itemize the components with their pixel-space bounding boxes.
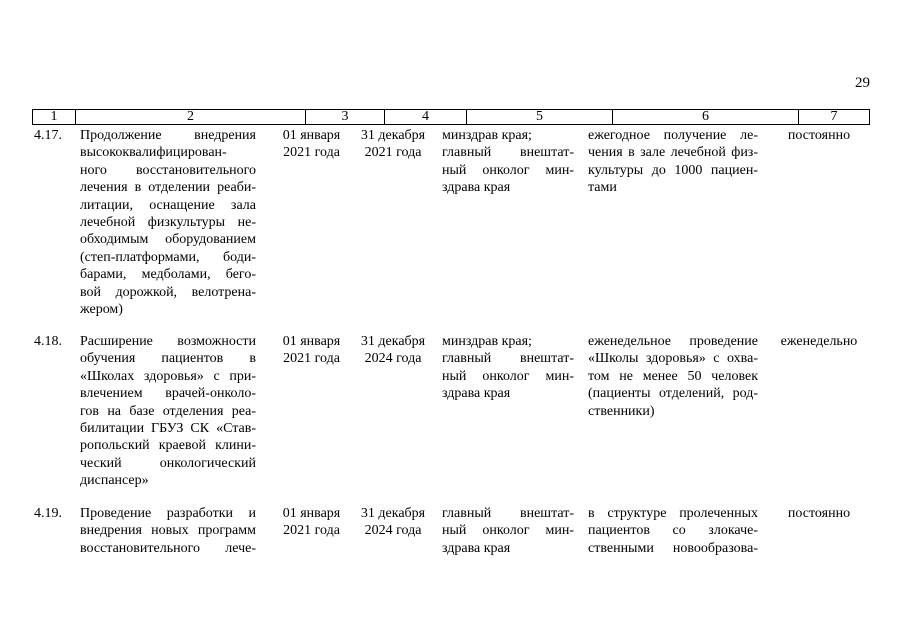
end-date-line: 2021 года: [364, 145, 422, 161]
result-line: культуры до 1000 пациен-: [588, 162, 758, 178]
header-col-6: 6: [612, 110, 798, 124]
description-line: внедрения новых программ: [80, 523, 256, 539]
end-date: [353, 333, 433, 368]
description-line: барами, медболами, бего-: [80, 267, 256, 283]
end-date-line: 31 декабря: [360, 506, 426, 521]
row-number: 4.19.: [34, 506, 62, 521]
start-date: [272, 127, 351, 162]
end-date: [353, 505, 433, 540]
start-date: [272, 505, 351, 540]
responsible: [442, 333, 574, 403]
responsible: [442, 505, 574, 557]
description-line: ного восстановительного: [80, 162, 256, 178]
responsible-line: ный онколог мин-: [442, 368, 574, 384]
responsible-line: главный внештат-: [442, 506, 574, 521]
result-line: ственными новообразова-: [588, 540, 758, 556]
table-header: [32, 109, 870, 125]
responsible-line: главный внештат-: [442, 145, 574, 161]
result-line: ежегодное получение ле-: [588, 128, 758, 143]
result-line: в структуре пролеченных: [588, 506, 758, 521]
result-line: еженедельное проведение: [588, 334, 758, 349]
result-line: «Школы здоровья» с охва-: [588, 351, 758, 367]
responsible-line: здрава края: [442, 180, 511, 196]
description-line: лечебной физкультуры не-: [80, 215, 256, 231]
header-col-3: 3: [305, 110, 384, 124]
expected-result: [588, 127, 758, 197]
responsible-line: ный онколог мин-: [442, 162, 574, 178]
expected-result: [588, 505, 758, 557]
header-col-4: 4: [384, 110, 466, 124]
header-col-2: 2: [75, 110, 305, 124]
responsible-line: минздрав края;: [442, 334, 532, 349]
start-date-line: 2021 года: [283, 351, 340, 367]
description-line: гов на базе отделения реа-: [80, 403, 256, 419]
end-date: [353, 127, 433, 162]
description-line: «Школах здоровья» с при-: [80, 368, 256, 384]
description-line: Расширение возможности: [80, 334, 256, 349]
responsible-line: ный онколог мин-: [442, 523, 574, 539]
periodicity: постоянно: [787, 128, 851, 143]
responsible-line: здрава края: [442, 540, 511, 556]
periodicity: постоянно: [787, 506, 851, 521]
description-line: диспансер»: [80, 473, 149, 489]
responsible-line: главный внештат-: [442, 351, 574, 367]
row-number: 4.17.: [34, 128, 62, 143]
periodicity: еженедельно: [780, 334, 858, 349]
description-line: жером): [80, 302, 123, 318]
end-date-line: 31 декабря: [360, 128, 426, 143]
expected-result: [588, 333, 758, 420]
description-line: Проведение разработки и: [80, 506, 256, 521]
responsible-line: минздрав края;: [442, 128, 532, 143]
start-date-line: 01 января: [282, 128, 341, 143]
result-line: том не менее 50 человек: [588, 368, 758, 384]
description-line: высококвалифицирован-: [80, 145, 227, 161]
description-line: (степ-платформами, боди-: [80, 249, 256, 265]
description-line: билитации ГБУЗ СК «Став-: [80, 421, 256, 437]
responsible-line: здрава края: [442, 386, 511, 402]
result-line: чения в зале лечебной физ-: [588, 145, 758, 161]
header-col-7: 7: [798, 110, 869, 124]
end-date-line: 2024 года: [364, 351, 422, 367]
description-line: литации, оснащение зала: [80, 197, 256, 213]
header-col-5: 5: [466, 110, 612, 124]
description-line: лечения в отделении реаби-: [80, 180, 256, 196]
description-line: ропольский краевой клини-: [80, 438, 256, 454]
start-date-line: 2021 года: [283, 145, 340, 161]
description-line: ческий онкологический: [80, 455, 256, 471]
end-date-line: 31 декабря: [360, 334, 426, 349]
measure-description: [80, 505, 256, 557]
description-line: обходимым оборудованием: [80, 232, 256, 248]
page-number: 29: [855, 75, 870, 91]
start-date-line: 01 января: [282, 334, 341, 349]
result-line: (пациенты отделений, род-: [588, 386, 758, 402]
responsible: [442, 127, 574, 197]
measure-description: [80, 333, 256, 490]
description-line: обучения пациентов в: [80, 351, 256, 367]
result-line: пациентов со злокаче-: [588, 523, 758, 539]
end-date-line: 2024 года: [364, 523, 422, 539]
start-date: [272, 333, 351, 368]
description-line: влечением врачей-онколо-: [80, 386, 256, 402]
description-line: вой дорожкой, велотрена-: [80, 284, 256, 300]
measure-description: [80, 127, 256, 318]
result-line: ственники): [588, 403, 655, 419]
start-date-line: 2021 года: [283, 523, 340, 539]
description-line: восстановительного лече-: [80, 540, 256, 556]
header-col-1: 1: [50, 109, 58, 124]
start-date-line: 01 января: [282, 506, 341, 521]
result-line: тами: [588, 180, 617, 196]
row-number: 4.18.: [34, 334, 62, 349]
description-line: Продолжение внедрения: [80, 128, 256, 143]
